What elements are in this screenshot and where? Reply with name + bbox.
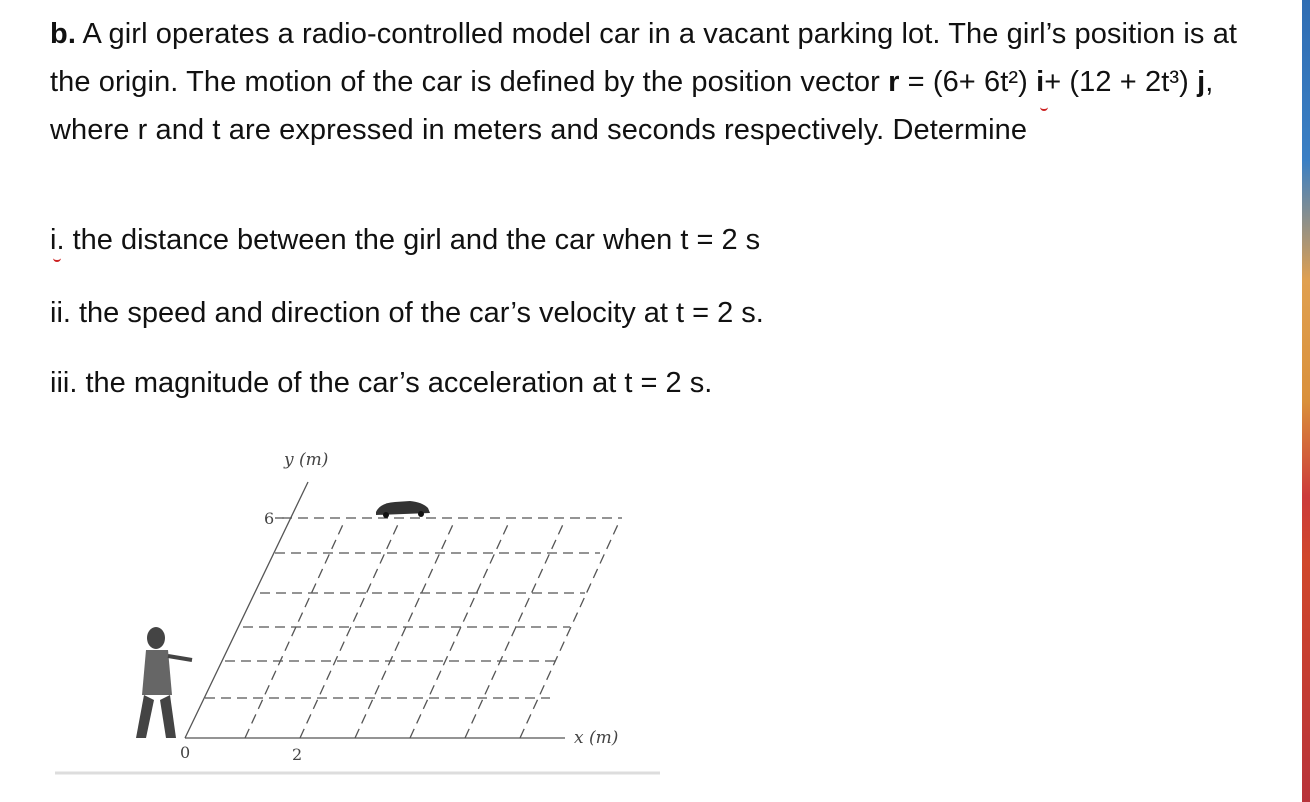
vector-r: r — [888, 66, 900, 98]
question-item-2: ii. the speed and direction of the car’s velocity at t = 2 s. — [50, 297, 764, 329]
question-item-1: i. the distance between the girl and the car when t = 2 s — [50, 224, 761, 256]
y-tick-label: 6 — [264, 509, 275, 528]
problem-statement: b. A girl operates a radio-controlled model car in a vacant parking lot. The girl’s position is at the origin. The motion of the car is defined by the position vector r = (6+ 6t²) i+ (12 + 2t³) j, where r and t are expressed in meters and seconds respectively. Determine — [50, 18, 1238, 146]
toy-car-icon — [376, 501, 430, 518]
unit-vector-j: j — [1197, 66, 1206, 98]
girl-figure-icon — [136, 627, 192, 738]
question-item-3: iii. the magnitude of the car’s acceleration at t = 2 s. — [50, 367, 713, 399]
y-axis-line — [185, 482, 308, 738]
origin-label: 0 — [180, 743, 191, 762]
x-tick-label: 2 — [292, 745, 303, 764]
unit-vector-i: i — [1036, 58, 1044, 106]
item-1-numeral: i — [50, 224, 57, 256]
y-axis-label: y (m) — [284, 450, 329, 470]
grid-lines — [185, 482, 622, 738]
problem-label: b. — [50, 18, 76, 50]
x-axis-label: x (m) — [574, 728, 619, 748]
